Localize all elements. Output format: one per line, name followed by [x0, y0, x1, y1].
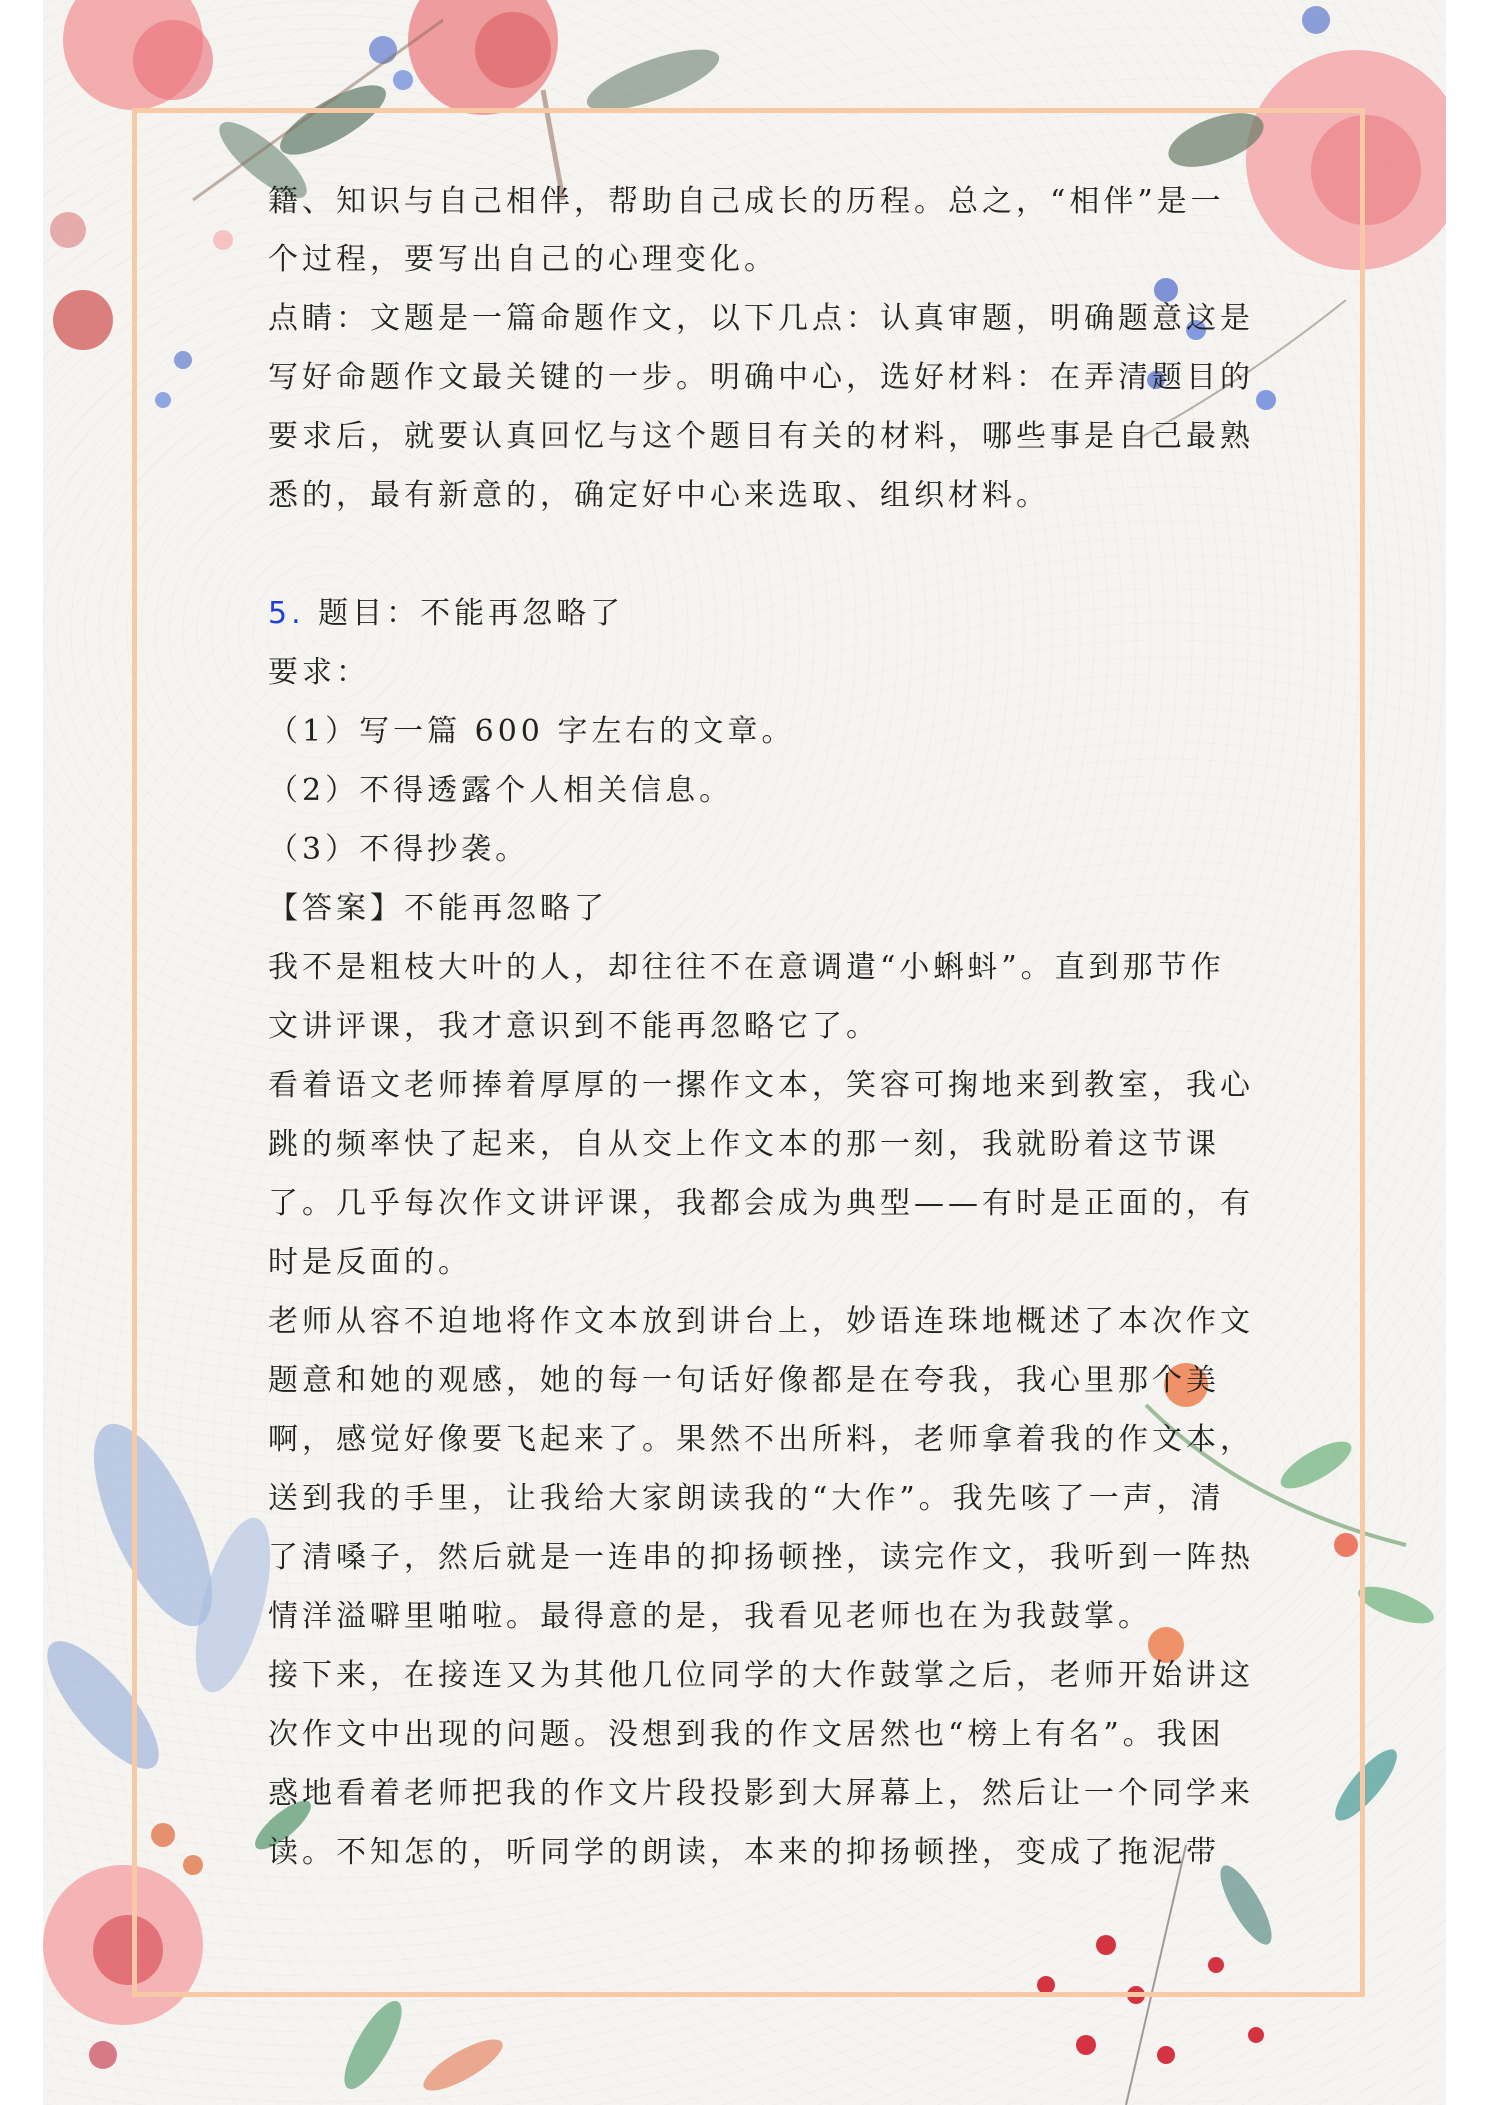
text-line: 啊，感觉好像要飞起来了。果然不出所料，老师拿着我的作文本， — [268, 1422, 1254, 1457]
text-line: 文讲评课，我才意识到不能再忽略它了。 — [268, 1009, 880, 1044]
answer-heading: 【答案】不能再忽略了 — [268, 891, 608, 926]
text-line: 老师从容不迫地将作文本放到讲台上，妙语连珠地概述了本次作文 — [268, 1304, 1254, 1339]
text-line: 送到我的手里，让我给大家朗读我的“大作”。我先咳了一声，清 — [268, 1481, 1225, 1516]
text-line: 要求： — [268, 655, 370, 690]
text-line: 惑地看着老师把我的作文片段投影到大屏幕上，然后让一个同学来 — [268, 1776, 1254, 1811]
text-line: 题意和她的观感，她的每一句话好像都是在夸我，我心里那个美 — [268, 1363, 1220, 1398]
text-line: （2）不得透露个人相关信息。 — [268, 773, 734, 808]
text-line: 了清嗓子，然后就是一连串的抑扬顿挫，读完作文，我听到一阵热 — [268, 1540, 1254, 1575]
text-line: 次作文中出现的问题。没想到我的作文居然也“榜上有名”。我困 — [268, 1717, 1225, 1752]
text-line: 籍、知识与自己相伴，帮助自己成长的历程。总之，“相伴”是一 — [268, 184, 1225, 219]
text-line: 我不是粗枝大叶的人，却往往不在意调遣“小蝌蚪”。直到那节作 — [268, 950, 1225, 985]
text-line: 了。几乎每次作文讲评课，我都会成为典型——有时是正面的，有 — [268, 1186, 1254, 1221]
text-line: （3）不得抄袭。 — [268, 832, 530, 867]
text-line: 看着语文老师捧着厚厚的一摞作文本，笑容可掬地来到教室，我心 — [268, 1068, 1254, 1103]
text-line: 时是反面的。 — [268, 1245, 472, 1280]
text-line: 跳的频率快了起来，自从交上作文本的那一刻，我就盼着这节课 — [268, 1127, 1220, 1162]
question-heading — [268, 594, 624, 634]
text-line: 接下来，在接连又为其他几位同学的大作鼓掌之后，老师开始讲这 — [268, 1658, 1254, 1693]
text-line: （1）写一篇 600 字左右的文章。 — [268, 714, 796, 749]
question-number: 5. — [268, 596, 305, 631]
text-line: 个过程，要写出自己的心理变化。 — [268, 242, 778, 277]
paper-background — [43, 0, 1446, 2105]
text-line: 点睛：文题是一篇命题作文，以下几点：认真审题，明确题意这是 — [268, 301, 1254, 336]
question-title: 题目：不能再忽略了 — [318, 596, 625, 631]
text-line: 写好命题作文最关键的一步。明确中心，选好材料：在弄清题目的 — [268, 360, 1254, 395]
text-line: 情洋溢噼里啪啦。最得意的是，我看见老师也在为我鼓掌。 — [268, 1599, 1152, 1634]
text-line: 要求后，就要认真回忆与这个题目有关的材料，哪些事是自己最熟 — [268, 419, 1254, 454]
text-line: 读。不知怎的，听同学的朗读，本来的抑扬顿挫，变成了拖泥带 — [268, 1835, 1220, 1870]
text-line: 悉的，最有新意的，确定好中心来选取、组织材料。 — [268, 478, 1050, 513]
